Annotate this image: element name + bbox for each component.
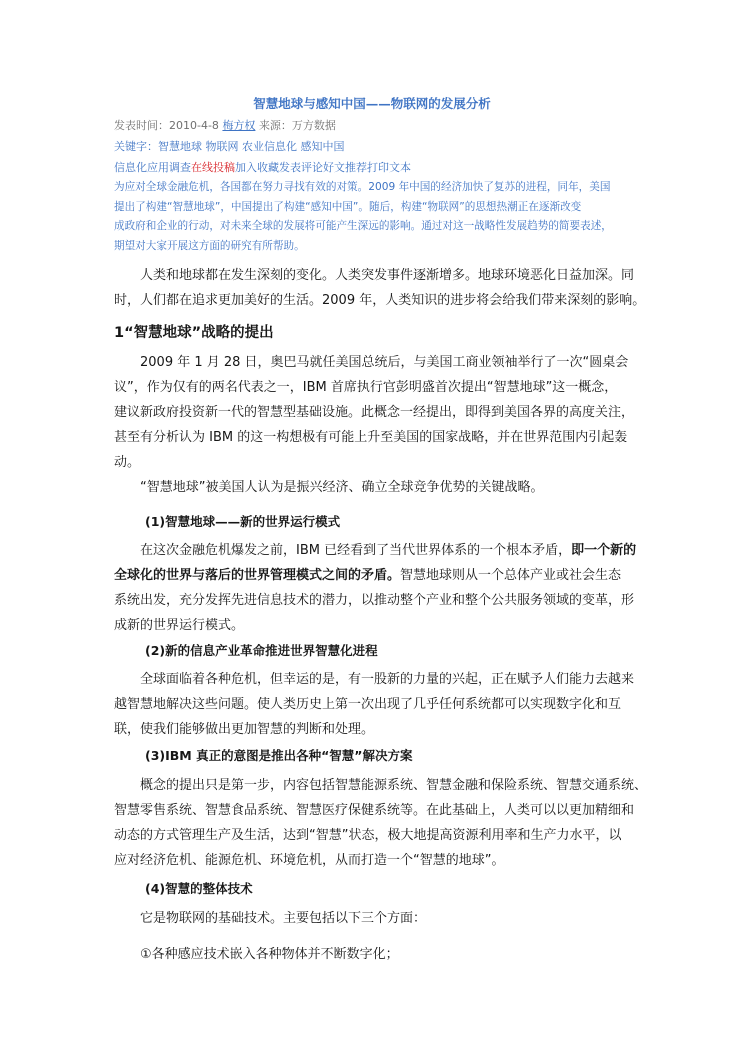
text-run: 在这次金融危机爆发之前，IBM 已经看到了当代世界体系的一个根本矛盾， <box>114 543 572 558</box>
paragraph-line: 2009 年 1 月 28 日，奥巴马就任美国总统后，与美国工商业领袖举行了一次“圆桌会 <box>114 355 629 370</box>
paragraph-line: 全球面临着各种危机，但幸运的是，有一股新的力量的兴起，正在赋予人们能力去越来 <box>114 672 635 687</box>
emphasis-text: 全球化的世界与落后的世界管理模式之间的矛盾。 <box>114 568 401 583</box>
toolbar-actions[interactable]: 加入收藏发表评论好文推荐打印文本 <box>235 161 411 174</box>
paragraph-line: 甚至有分析认为 IBM 的这一构想极有可能上升至美国的国家战略，并在世界范围内引起轰 <box>114 430 628 445</box>
article-title: 智慧地球与感知中国——物联网的发展分析 <box>253 96 491 111</box>
paragraph <box>114 475 634 500</box>
paragraph-line: 联，使我们能够做出更加智慧的判断和处理。 <box>114 722 375 737</box>
intro-paragraph <box>114 263 646 313</box>
section-heading: 1“智慧地球”战略的提出 <box>114 325 274 341</box>
paragraph <box>114 350 634 475</box>
paragraph-line: 智慧零售系统、智慧食品系统、智慧医疗保健系统等。在此基础上，人类可以以更加精细和 <box>114 803 635 818</box>
subsection-heading: (2)新的信息产业革命推进世界智慧化进程 <box>145 643 378 658</box>
paragraph <box>114 773 648 873</box>
abstract-line: 为应对全球金融危机，各国都在努力寻找有效的对策。2009 年中国的经济加快了复苏的进程，同年，美国 <box>114 181 611 193</box>
abstract-line: 期望对大家开展这方面的研究有所帮助。 <box>114 239 305 252</box>
article-toolbar <box>114 159 411 175</box>
author-link[interactable]: 梅方权 <box>222 119 256 132</box>
paragraph <box>114 942 634 967</box>
paragraph-line: 时，人们都在追求更加美好的生活。2009 年，人类知识的进步将会给我们带来深刻的影响。 <box>114 293 646 308</box>
paragraph-line <box>114 538 637 563</box>
abstract-line: 成政府和企业的行动，对未来全球的发展将可能产生深远的影响。通过对这一战略性发展趋势的简要表述， <box>114 220 612 232</box>
subsection-heading: (4)智慧的整体技术 <box>145 881 253 896</box>
paragraph-line: 动。 <box>114 455 141 470</box>
abstract-line: 提出了构建“智慧地球”，中国提出了构建“感知中国”。随后，构建“物联网”的思想热潮正在逐渐改变 <box>114 200 582 213</box>
paragraph-line: 系统出发，充分发挥先进信息技术的潜力，以推动整个产业和整个公共服务领域的变革，形 <box>114 593 635 608</box>
subsection-heading: (3)IBM 真正的意图是推出各种“智慧”解决方案 <box>145 748 413 763</box>
publish-date: 发表时间：2010-4-8 <box>114 119 219 132</box>
paragraph <box>114 538 637 638</box>
paragraph-line: 动态的方式管理生产及生活，达到“智慧”状态，极大地提高资源利用率和生产力水平，以 <box>114 828 622 843</box>
keywords-line[interactable]: 关键字：智慧地球 物联网 农业信息化 感知中国 <box>114 140 345 153</box>
paragraph-line: “智慧地球”被美国人认为是振兴经济、确立全球竞争优势的关键战略。 <box>114 480 544 495</box>
toolbar-links[interactable]: 信息化应用调查 <box>114 161 191 174</box>
paragraph <box>114 667 634 742</box>
paragraph-line: 成新的世界运行模式。 <box>114 618 245 633</box>
emphasis-text: 即一个新的 <box>571 543 637 558</box>
paragraph <box>114 906 634 931</box>
paragraph-line: 建议新政府投资新一代的智慧型基础设施。此概念一经提出，即得到美国各界的高度关注， <box>114 405 635 420</box>
paragraph-line: 概念的提出只是第一步，内容包括智慧能源系统、智慧金融和保险系统、智慧交通系统、 <box>114 778 648 793</box>
article-meta <box>114 117 336 133</box>
abstract <box>114 178 634 256</box>
paragraph-line <box>114 563 634 588</box>
paragraph-line: 应对经济危机、能源危机、环境危机，从而打造一个“智慧的地球”。 <box>114 853 505 868</box>
paragraph-line: 它是物联网的基础技术。主要包括以下三个方面： <box>114 911 427 926</box>
text-run: 智慧地球则从一个总体产业或社会生态 <box>400 568 622 583</box>
paragraph-line: ①各种感应技术嵌入各种物体并不断数字化； <box>114 947 399 962</box>
subsection-heading: (1)智慧地球——新的世界运行模式 <box>145 514 341 529</box>
paragraph-line: 越智慧地解决这些问题。使人类历史上第一次出现了几乎任何系统都可以实现数字化和互 <box>114 697 622 712</box>
paragraph-line: 人类和地球都在发生深刻的变化。人类突发事件逐渐增多。地球环境恶化日益加深。同 <box>114 268 635 283</box>
source-label: 来源：万方数据 <box>258 119 336 132</box>
paragraph-line: 议”，作为仅有的两名代表之一，IBM 首席执行官彭明盛首次提出“智慧地球”这一概念， <box>114 380 618 395</box>
submit-article-link[interactable]: 在线投稿 <box>191 161 235 174</box>
